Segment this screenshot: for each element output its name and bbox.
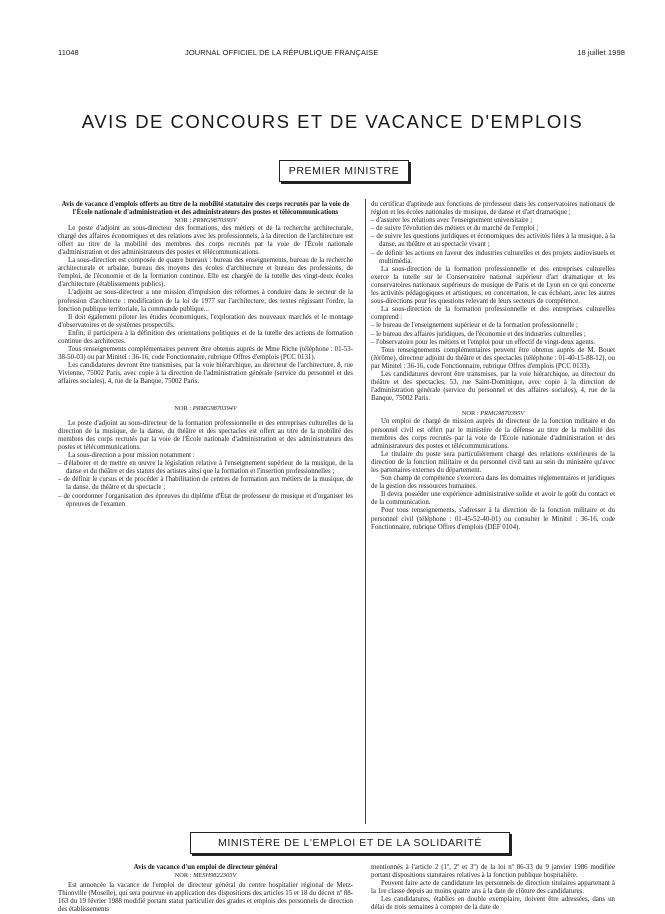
nor-reference: NOR : PRMG9870394V xyxy=(174,404,237,412)
list-item: – le bureau des affaires juridiques, de l'économie et des industries culturelles ; xyxy=(371,331,615,339)
mission-list xyxy=(58,460,353,509)
paragraph: La sous-direction a pour mission notamment : xyxy=(68,452,195,460)
section2-right-column xyxy=(371,864,615,912)
section1-right-column xyxy=(371,201,615,532)
paragraph: Est annoncée la vacance de l'emploi de directeur général du centre hospitalier régional de Metz-Thionville (Moselle), qui sera pourvue en application des dispositions des articles 15 et 18 du décret nº 88-163 du 19 février 1988 modifié portant statut particulier des grades et emplois des personnels de direction des établissements xyxy=(58,881,353,914)
section-heading-premier-ministre xyxy=(279,160,409,182)
mission-list xyxy=(371,217,615,266)
paragraph: Peuvent faire acte de candidature les personnels de direction titulaires appartenant à la 1re classe depuis au moins quatre ans à la date de clôture des candidatures. xyxy=(371,880,615,896)
paragraph: Les candidatures, établies en double exemplaire, doivent être adressées, dans un délai de trois semaines à compter de la date de xyxy=(371,896,615,912)
section-heading-ministere-emploi xyxy=(190,832,510,854)
column-divider xyxy=(365,199,366,824)
paragraph: La sous-direction est composée de quatre bureaux : bureau des enseignements, bureau de la recherche architecturale et urbaine, bureau des moyens des écoles d'architecture et bureau des professions, de l'emploi, de l'économie et de la formation continue. Elle est chargée de la tutelle des vingt-deux écoles d'architecture (établissements publics). xyxy=(58,257,353,289)
paragraph: Les candidatures devront être transmises, par la voie hiérarchique, au directeur de l'architecture, 8, rue Vivienne, 75002 Paris, avec copie à la direction de l'administration générale (service du personnel et des affaires sociales), 4, rue de la Banque, 75002 Paris. xyxy=(58,362,353,386)
section2-left-column xyxy=(58,864,353,914)
list-item: – de définir le cursus et de procéder à l'habilitation de centres de formation aux métiers de la musique, de la danse, du théâtre et du spectacle ; xyxy=(58,476,353,492)
paragraph: Le titulaire du poste sera particulièrement chargé des relations extérieures de la direction de la fonction militaire et du personnel civil tant au sein du ministère qu'avec les partenaires externes du département. xyxy=(371,450,615,474)
bureau-list xyxy=(371,322,615,346)
article-title: Avis de vacance d'un emploi de directeur général xyxy=(133,864,278,871)
list-item: – de coordonner l'organisation des épreuves du diplôme d'État de professeur de musique et d'organiser les épreuves de l'examen xyxy=(58,493,353,509)
paragraph: Son champ de compétence s'exercera dans les domaines réglementaires et juridiques de la gestion des ressources humaines. xyxy=(371,475,615,491)
section1-left-column xyxy=(58,201,353,509)
paragraph: Il doit également piloter les études économiques, l'exploration des nouveaux marchés et le montage d'observatoires et de systèmes prospectifs. xyxy=(58,313,353,329)
list-item: – d'élaborer et de mettre en œuvre la législation relative à l'enseignement supérieur de la musique, de la danse et du théâtre et des statuts des artistes ainsi que la formation et l'insertion professionnelles ; xyxy=(58,460,353,476)
paragraph-continued: du certificat d'aptitude aux fonctions de professeur dans les conservatoires nationaux de région et les écoles nationales de musique, de danse et d'art dramatique ; xyxy=(371,201,615,217)
paragraph: Un emploi de chargé de mission auprès du directeur de la fonction militaire et du personnel civil est offert par le ministère de la défense au titre de la mobilité des membres des corps recrutés par la voie de l'École nationale d'administration et des administrateurs des postes et télécommunications. xyxy=(371,418,615,450)
nor-reference: NOR : PRMG9870395V xyxy=(461,410,525,418)
journal-title: JOURNAL OFFICIEL DE LA RÉPUBLIQUE FRANÇAISE xyxy=(185,48,379,57)
list-item: – l'observatoire pour les métiers et l'emploi pour un effectif de vingt-deux agents. xyxy=(371,339,615,347)
paragraph: Le poste d'adjoint au sous-directeur des formations, des métiers et de la recherche architecturale, chargé des affaires économiques et des relations avec les professionnels, à la direction de l'architecture est offert au titre de la mobilité des membres des corps recrutés par la voie de l'École nationale d'administration et des administrateurs des postes et télécommunications. xyxy=(58,224,353,256)
page-title: AVIS DE CONCOURS ET DE VACANCE D'EMPLOIS xyxy=(81,111,584,132)
paragraph: Tous renseignements complémentaires peuvent être obtenus auprès de M. Bouet (Jérôme), directeur adjoint du théâtre et des spectacles (téléphone : 01-40-15-88-12), ou par Minitel : 36-16, code Fonctionnaire, rubrique Offres d'emplois (PCC 0133). xyxy=(371,346,615,370)
nor-reference: NOR : MESH9822303V xyxy=(174,871,237,879)
article-title: Avis de vacance d'emplois offerts au titre de la mobilité statutaire des corps recrutés par la voie de l'École nationale d'administration et des administrateurs des postes et télécommunications xyxy=(61,201,350,216)
paragraph: La sous-direction de la formation professionnelle et des entreprises culturelles exerce la tutelle sur le Conservatoire national supérieur d'art dramatique et les conservatoires nationaux supérieurs de musique de Paris et de Lyon en ce qui concerne les activités pédagogiques et artistiques, en concertation, le cas échéant, avec les autres sous-directions pour les questions relevant de leurs secteurs de compétence. xyxy=(371,265,615,306)
nor-reference: NOR : PRMG9870393V xyxy=(174,216,237,224)
list-item: – de suivre l'évolution des métiers et du marché de l'emploi ; xyxy=(371,225,615,233)
list-item: – d'assurer les relations avec l'enseignement universitaire ; xyxy=(371,217,615,225)
list-item: – de suivre les questions juridiques et économiques des activités liées à la musique, à la danse, au théâtre et au spectacle vivant ; xyxy=(371,233,615,249)
section-heading-label: MINISTÈRE DE L'EMPLOI ET DE LA SOLIDARITÉ xyxy=(218,837,482,849)
paragraph: Les candidatures devront être transmises, par la voie hiérarchique, au directeur du théâtre et des spectacles, 53, rue Saint-Dominique, avec copie à la direction de l'administration générale (service du personnel et des affaires sociales), 4, rue de la Banque, 75002 Paris. xyxy=(371,370,615,403)
list-item: – le bureau de l'enseignement supérieur et de la formation professionnelle ; xyxy=(371,322,615,330)
paragraph: L'adjoint au sous-directeur a une mission d'impulsion des réformes à conduire dans le secteur de la profession d'architecte : modification de la loi de 1977 sur l'architecture, des textes régissant l'ordre, la fonction publique territoriale, la commande publique... xyxy=(58,289,353,313)
issue-date: 18 juillet 1998 xyxy=(577,48,625,57)
paragraph: Tous renseignements complémentaires peuvent être obtenus auprès de Mme Riche (téléphone : 01-53-38-50-03) ou par Minitel : 36-16, code Fonctionnaire, rubrique Offres d'emplois (PCC 0131). xyxy=(58,346,353,362)
paragraph: Il devra posséder une expérience administrative solide et avoir le goût du contact et de la communication. xyxy=(371,491,615,507)
list-item: – de définir les actions en faveur des industries culturelles et des projets audiovisuels et multimédia. xyxy=(371,250,615,266)
paragraph: La sous-direction de la formation professionnelle et des entreprises culturelles comprend : xyxy=(371,306,615,322)
paragraph-continued: mentionnés à l'article 2 (1º, 2º et 3º) de la loi nº 86-33 du 9 janvier 1986 modifiée portant dispositions statutaires relatives à la fonction publique hospitalière. xyxy=(371,864,615,880)
paragraph: Le poste d'adjoint au sous-directeur de la formation professionnelle et des entreprises culturelles de la direction de la musique, de la danse, du théâtre et des spectacles est offert au titre de la mobilité des membres des corps recrutés par la voie de l'École nationale d'administration et des administrateurs des postes et télécommunications. xyxy=(58,419,353,451)
paragraph: Enfin, il participera à la définition des orientations politiques et de la tutelle des actions de formation continue des architectes. xyxy=(58,329,353,345)
section-heading-label: PREMIER MINISTRE xyxy=(288,165,400,177)
page-number: 11048 xyxy=(58,48,79,57)
paragraph: Pour tous renseignements, s'adresser à la direction de la fonction militaire et du personnel civil (téléphone : 01-45-52-40-01) ou consulter le Minitel : 36-16, code Fonctionnaire, rubrique Offres d'emplois (DEF 0104). xyxy=(371,507,615,531)
